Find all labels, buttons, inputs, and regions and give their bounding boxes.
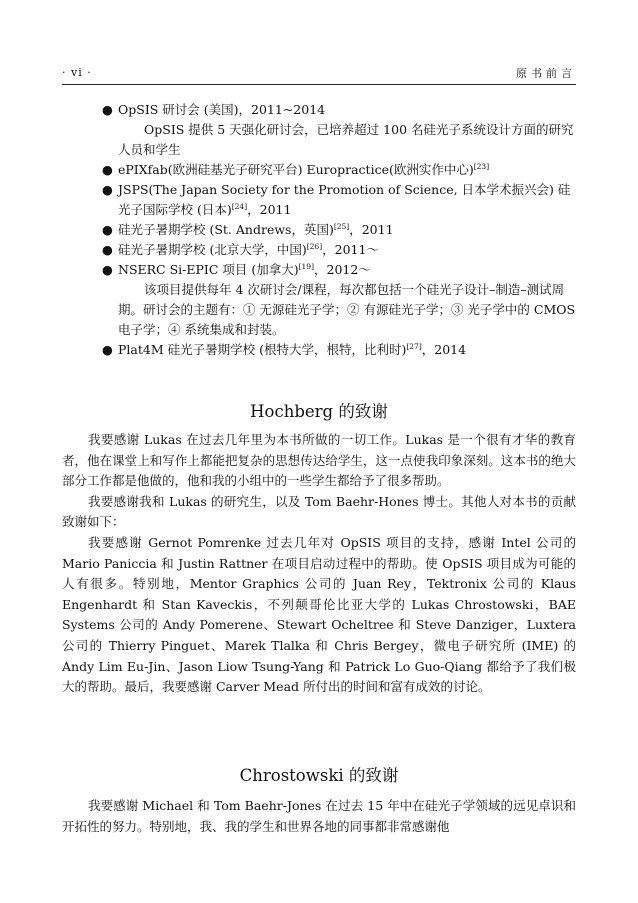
- citation-ref: [26]: [306, 242, 323, 251]
- item-note: OpSIS 提供 5 天强化研讨会，已培养超过 100 名硅光子系统设计方面的研究人员和学生: [118, 122, 574, 157]
- item-label: JSPS(The Japan Society for the Promotion of Science, 日本学术振兴会) 硅光子国际学校 (日本): [118, 182, 571, 217]
- item-years: ，2012～: [314, 262, 371, 277]
- bullet-icon: ●: [102, 242, 113, 257]
- paragraph: 我要感谢我和 Lukas 的研究生，以及 Tom Baehr-Hones 博士。其他人对本书的贡献致谢如下：: [62, 493, 576, 530]
- item-years: ，2011: [247, 202, 292, 217]
- chrostowski-body: [62, 796, 576, 837]
- bullet-icon: ●: [102, 102, 113, 117]
- item-label: NSERC Si-EPIC 项目 (加拿大): [118, 262, 299, 277]
- paragraph: 我要感谢 Lukas 在过去几年里为本书所做的一切工作。Lukas 是一个很有才华的教育者，他在课堂上和写作上都能把复杂的思想传达给学生，这一点使我印象深刻。这本书的绝大部分工作都是他做的，他和我的小组中的一些学生都给予了很多帮助。: [62, 432, 576, 489]
- citation-ref: [24]: [231, 202, 248, 211]
- list-item: [90, 240, 578, 260]
- citation-ref: [23]: [473, 162, 490, 171]
- list-item: [90, 180, 578, 220]
- workshop-list: [90, 100, 578, 360]
- item-label: 硅光子暑期学校 (北京大学，中国): [118, 242, 307, 257]
- citation-ref: [27]: [406, 342, 422, 351]
- citation-ref: [19]: [298, 262, 315, 271]
- item-label: Plat4M 硅光子暑期学校 (根特大学，根特，比利时): [118, 342, 407, 357]
- bullet-icon: ●: [102, 182, 113, 197]
- item-note: 该项目提供每年 4 次研讨会/课程，每次都包括一个硅光子设计–制造–测试周期。研讨会的主题有：① 无源硅光子学；② 有源硅光子学；③ 光子学中的 CMOS 电子学；④ 系统集成和封装。: [118, 282, 576, 337]
- item-years: ，2011～: [322, 242, 379, 257]
- page-header: [62, 62, 576, 85]
- paragraph: 我要感谢 Michael 和 Tom Baehr-Jones 在过去 15 年中在硅光子学领域的远见卓识和开拓性的努力。特别地，我、我的学生和世界各地的同事都非常感谢他: [62, 798, 576, 834]
- list-item: [90, 340, 578, 360]
- item-label: OpSIS 研讨会 (美国)，2011~2014: [118, 102, 326, 117]
- workshop-list-section: [90, 100, 578, 360]
- paragraph: 我要感谢 Gernot Pomrenke 过去几年对 OpSIS 项目的支持，感谢 Intel 公司的 Mario Paniccia 和 Justin Rattner 在项目启动过程中的帮助。使 OpSIS 项目成为可能的人有很多。特别地，Mentor Graphics 公司的 Juan Rey，Tektronix 公司的 Klaus Engenhardt 和 Stan Kaveckis，不列颠哥伦比亚大学的 Lukas Chrostowski，BAE Systems 公司的 Andy Pomerene、Stewart Ocheltree 和 Steve Danziger，Luxtera 公司的 Thierry Pinguet、Marek Tlalka 和 Chris Bergey，微电子研究所 (IME) 的 Andy Lim Eu-Jin、Jason Liow Tsung-Yang 和 Patrick Lo Guo-Qiang 都给予了我们极大的帮助。最后，我要感谢 Carver Mead 所付出的时间和富有成效的讨论。: [62, 534, 576, 695]
- list-item: [90, 160, 578, 180]
- hochberg-body: [62, 430, 576, 698]
- list-item: [90, 260, 578, 340]
- hochberg-heading: Hochberg 的致谢: [250, 402, 388, 421]
- chrostowski-heading: Chrostowski 的致谢: [239, 766, 399, 785]
- bullet-icon: ●: [102, 222, 113, 237]
- citation-ref: [25]: [333, 222, 350, 231]
- list-item: [90, 220, 578, 240]
- item-years: ，2011: [349, 222, 394, 237]
- item-years: ，2014: [421, 342, 467, 357]
- page-number: · vi ·: [62, 66, 92, 79]
- running-title: 原书前言: [516, 67, 576, 80]
- bullet-icon: ●: [102, 342, 113, 357]
- item-label: ePIXfab(欧洲硅基光子研究平台) Europractice(欧洲实作中心): [118, 162, 474, 177]
- item-label: 硅光子暑期学校 (St. Andrews，英国): [118, 222, 334, 237]
- bullet-icon: ●: [102, 162, 113, 177]
- list-item: [90, 100, 578, 160]
- bullet-icon: ●: [102, 262, 113, 277]
